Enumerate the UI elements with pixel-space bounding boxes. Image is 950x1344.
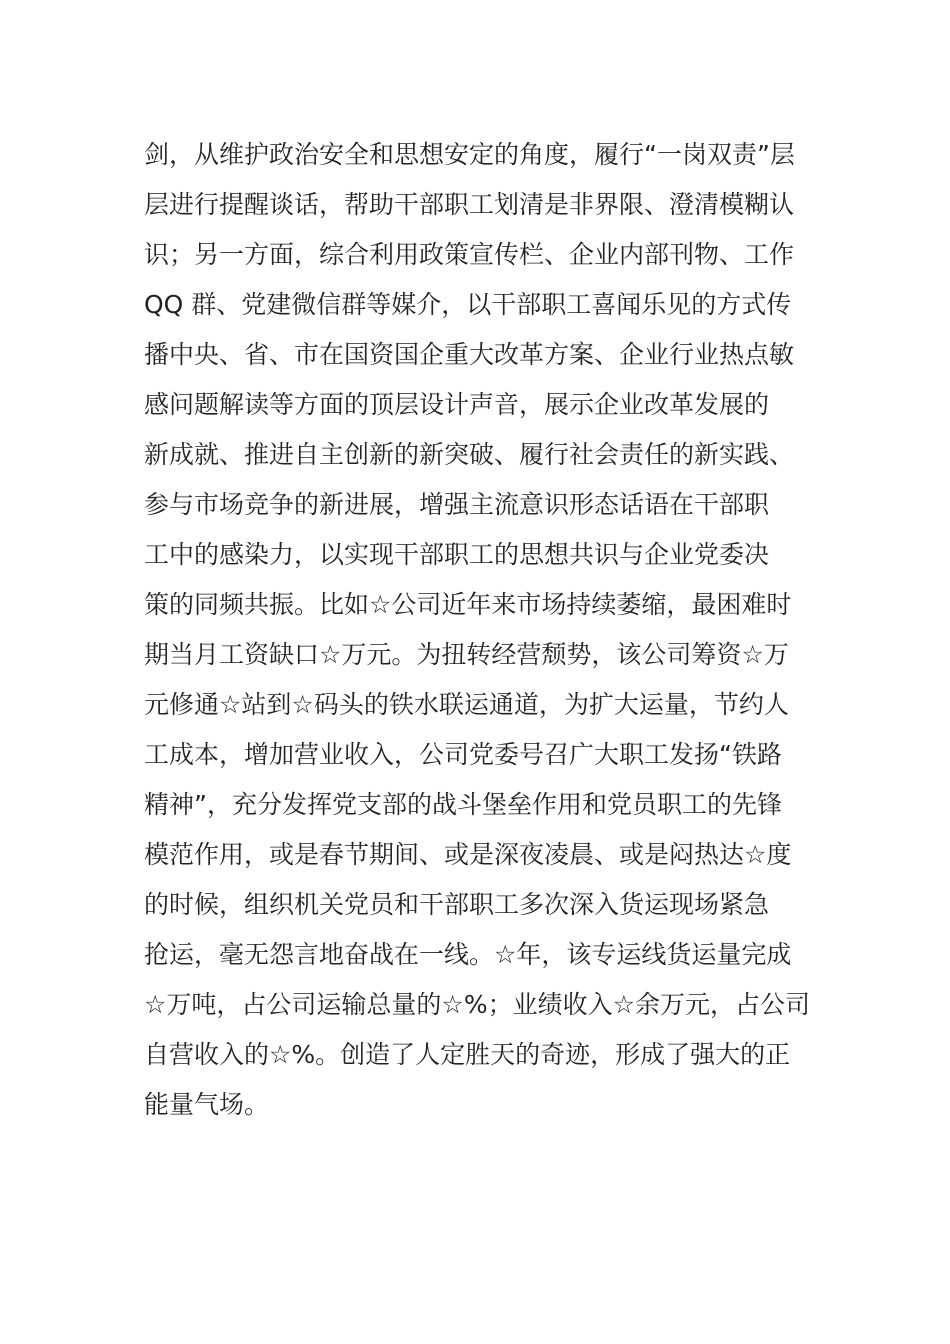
paragraph-line: 元修通☆站到☆码头的铁水联运通道，为扩大运量，节约人	[144, 690, 789, 719]
paragraph-line: 策的同频共振。比如☆公司近年来市场持续萎缩，最困难时	[144, 590, 792, 619]
paragraph-line: 期当月工资缺口☆万元。为扭转经营颓势，该公司筹资☆万	[144, 640, 789, 669]
paragraph-line: 感问题解读等方面的顶层设计声音，展示企业改革发展的	[144, 390, 770, 419]
paragraph-line: 自营收入的☆%。创造了人定胜天的奇迹，形成了强大的正	[144, 1040, 791, 1069]
paragraph-line: 工中的感染力，以实现干部职工的思想共识与企业党委决	[144, 540, 770, 569]
paragraph-line: 参与市场竞争的新进展，增强主流意识形态话语在干部职	[144, 490, 770, 519]
paragraph-line: 能量气场。	[144, 1090, 270, 1119]
paragraph-line: 新成就、推进自主创新的新突破、履行社会责任的新实践、	[144, 440, 795, 469]
paragraph-line: 精神”，充分发挥党支部的战斗堡垒作用和党员职工的先锋	[144, 790, 782, 819]
paragraph-line: 层进行提醒谈话，帮助干部职工划清是非界限、澄清模糊认	[144, 190, 795, 219]
paragraph-line: ☆万吨，占公司运输总量的☆%；业绩收入☆余万元，占公司	[144, 990, 810, 1019]
paragraph-line: 抢运，毫无怨言地奋战在一线。☆年，该专运线货运量完成	[144, 940, 792, 969]
paragraph-line: 播中央、省、市在国资国企重大改革方案、企业行业热点敏	[144, 340, 795, 369]
paragraph-line: 识；另一方面，综合利用政策宣传栏、企业内部刊物、工作	[144, 240, 795, 269]
body-paragraph	[144, 130, 814, 1130]
paragraph-line: QQ 群、党建微信群等媒介，以干部职工喜闻乐见的方式传	[144, 290, 792, 319]
paragraph-line: 工成本，增加营业收入，公司党委号召广大职工发扬“铁路	[144, 740, 782, 769]
paragraph-line: 的时候，组织机关党员和干部职工多次深入货运现场紧急	[144, 890, 770, 919]
paragraph-line: 模范作用，或是春节期间、或是深夜凌晨、或是闷热达☆度	[144, 840, 792, 869]
paragraph-line: 剑，从维护政治安全和思想安定的角度，履行“一岗双责”层	[144, 140, 795, 169]
